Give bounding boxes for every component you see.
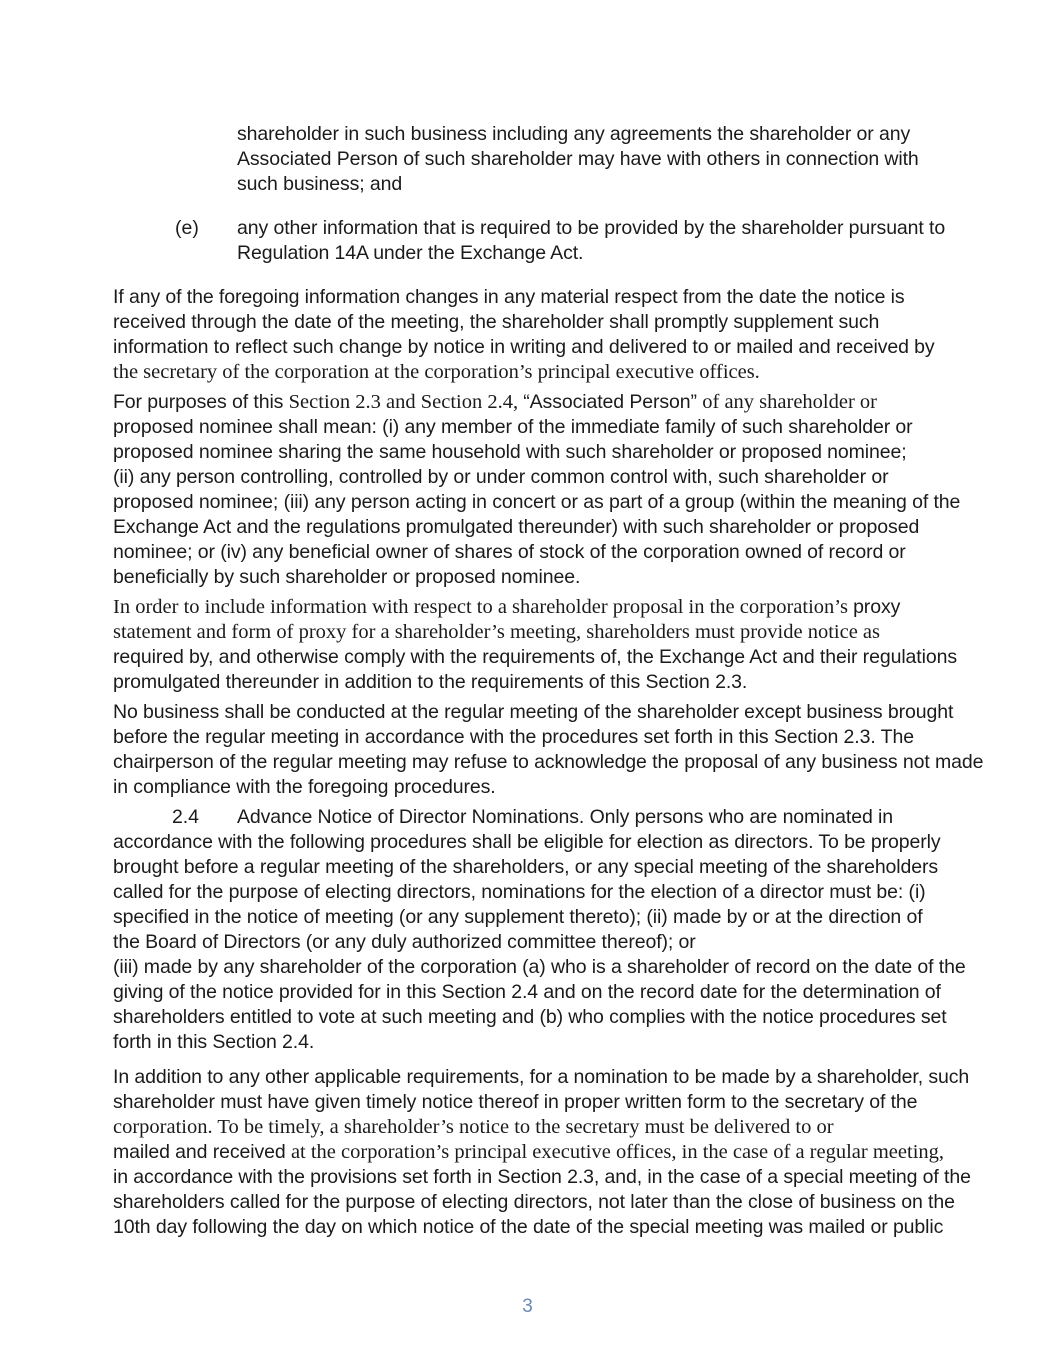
para-2-4-director-nominations bbox=[113, 805, 966, 1055]
text-segment: (ii) any person controlling, controlled by or under common control with, such shareholder or bbox=[113, 466, 889, 488]
text-segment: shareholder must have given timely notice thereof in proper written form to the secretary of the bbox=[113, 1091, 918, 1113]
text-segment: information to reflect such change by notice in writing and delivered to or mailed and received by bbox=[113, 336, 935, 358]
text-line bbox=[113, 1115, 955, 1140]
text-line bbox=[113, 805, 955, 830]
text-segment: any other information that is required to be provided by the shareholder pursuant to bbox=[237, 217, 946, 239]
text-segment: proposed nominee; (iii) any person acting in concert or as part of a group (within the meaning of the bbox=[113, 491, 961, 513]
text-segment: For purposes of this bbox=[113, 391, 289, 413]
text-line bbox=[113, 855, 955, 880]
text-line bbox=[113, 980, 955, 1005]
text-line bbox=[113, 1140, 955, 1165]
text-line bbox=[237, 172, 955, 197]
text-line bbox=[113, 440, 955, 465]
text-line bbox=[113, 1090, 955, 1115]
document-body bbox=[113, 122, 984, 1245]
text-line bbox=[113, 700, 955, 725]
text-line bbox=[113, 1190, 955, 1215]
para-associated-person-definition bbox=[113, 390, 961, 590]
list-marker: (e) bbox=[175, 217, 199, 239]
text-segment: proposed nominee shall mean: (i) any member of the immediate family of such shareholder or bbox=[113, 416, 913, 438]
text-segment: Advance Notice of Director Nominations. Only persons who are nominated in bbox=[237, 806, 894, 828]
text-segment: No business shall be conducted at the regular meeting of the shareholder except business brought bbox=[113, 701, 954, 723]
text-line bbox=[113, 1005, 955, 1030]
text-line bbox=[113, 490, 961, 515]
text-line bbox=[113, 360, 955, 385]
text-segment: forth in this Section 2.4. bbox=[113, 1031, 315, 1053]
text-line bbox=[237, 216, 955, 241]
text-segment: required by, and otherwise comply with the requirements of, the Exchange Act and their regulations bbox=[113, 646, 957, 668]
text-segment: in accordance with the provisions set forth in Section 2.3, and, in the case of a special meeting of the bbox=[113, 1166, 971, 1188]
text-segment: before the regular meeting in accordance with the procedures set forth in this Section 2.3. The bbox=[113, 726, 914, 748]
text-segment: If any of the foregoing information changes in any material respect from the date the notice is bbox=[113, 286, 905, 308]
text-segment: specified in the notice of meeting (or any supplement thereto); (ii) made by or at the direction of bbox=[113, 906, 923, 928]
text-line bbox=[113, 930, 955, 955]
text-segment: (iii) made by any shareholder of the corporation (a) who is a shareholder of record on the date of the bbox=[113, 956, 966, 978]
text-segment: In addition to any other applicable requirements, for a nomination to be made by a shareholder, such bbox=[113, 1066, 970, 1088]
text-line bbox=[113, 955, 966, 980]
text-segment: mailed and received bbox=[113, 1141, 291, 1163]
text-line bbox=[113, 515, 955, 540]
text-line bbox=[113, 565, 955, 590]
text-segment: received through the date of the meeting, the shareholder shall promptly supplement such bbox=[113, 311, 880, 333]
text-segment: “Associated Person” bbox=[523, 391, 703, 413]
text-segment: chairperson of the regular meeting may refuse to acknowledge the proposal of any business not made bbox=[113, 751, 984, 773]
section-number: 2.4 bbox=[172, 806, 199, 828]
text-segment: Section 2.3 and Section 2.4, bbox=[288, 391, 524, 413]
text-segment: such business; and bbox=[237, 173, 403, 195]
text-segment: giving of the notice provided for in this Section 2.4 and on the record date for the determination of bbox=[113, 981, 941, 1003]
text-segment: called for the purpose of electing directors, nominations for the election of a director must be: (i) bbox=[113, 881, 926, 903]
text-line bbox=[113, 775, 955, 800]
text-line bbox=[113, 1165, 971, 1190]
para-no-business bbox=[113, 700, 984, 800]
text-segment: the Board of Directors (or any duly authorized committee thereof); or bbox=[113, 931, 696, 953]
text-line bbox=[237, 241, 955, 266]
para-timely-notice bbox=[113, 1065, 971, 1240]
text-segment: of any shareholder or bbox=[702, 391, 878, 413]
text-line bbox=[113, 905, 955, 930]
text-line bbox=[113, 465, 955, 490]
text-segment: beneficially by such shareholder or proposed nominee. bbox=[113, 566, 581, 588]
text-segment: Exchange Act and the regulations promulgated thereunder) with such shareholder or proposed bbox=[113, 516, 920, 538]
text-line bbox=[113, 1215, 955, 1240]
text-segment: shareholders entitled to vote at such meeting and (b) who complies with the notice procedures set bbox=[113, 1006, 947, 1028]
text-line bbox=[113, 1030, 955, 1055]
text-line bbox=[113, 725, 955, 750]
text-segment: proxy bbox=[853, 596, 901, 618]
text-line bbox=[113, 880, 955, 905]
text-line bbox=[113, 645, 955, 670]
text-line bbox=[113, 620, 955, 645]
text-segment: nominee; or (iv) any beneficial owner of shares of stock of the corporation owned of record or bbox=[113, 541, 906, 563]
text-line bbox=[113, 285, 955, 310]
text-line bbox=[237, 147, 955, 172]
para-supplement-notice bbox=[113, 285, 955, 385]
text-segment: the secretary of the corporation at the corporation’s principal executive offices. bbox=[113, 361, 760, 383]
text-line bbox=[113, 390, 955, 415]
text-segment: 10th day following the day on which notice of the date of the special meeting was mailed or public bbox=[113, 1216, 944, 1238]
text-segment: In order to include information with respect to a shareholder proposal in the corporation’s bbox=[113, 596, 854, 618]
text-segment: in compliance with the foregoing procedures. bbox=[113, 776, 496, 798]
text-line bbox=[113, 310, 955, 335]
text-segment: accordance with the following procedures shall be eligible for election as directors. To be properly bbox=[113, 831, 941, 853]
text-segment: proposed nominee sharing the same household with such shareholder or proposed nominee; bbox=[113, 441, 907, 463]
text-line bbox=[113, 830, 955, 855]
list-item-e bbox=[113, 216, 955, 266]
page-number: 3 bbox=[522, 1296, 533, 1317]
text-segment: statement and form of proxy for a shareholder’s meeting, shareholders must provide notice as bbox=[113, 621, 881, 643]
text-segment: shareholder in such business including any agreements the shareholder or any bbox=[237, 123, 911, 145]
text-segment: brought before a regular meeting of the shareholders, or any special meeting of the shareholders bbox=[113, 856, 939, 878]
text-line bbox=[113, 540, 955, 565]
text-line bbox=[113, 750, 984, 775]
text-line bbox=[113, 670, 955, 695]
list-item-d-continuation bbox=[113, 122, 955, 197]
text-segment: Regulation 14A under the Exchange Act. bbox=[237, 242, 584, 264]
text-line bbox=[113, 415, 955, 440]
text-segment: corporation. To be timely, a shareholder’s notice to the secretary must be delivered to or bbox=[113, 1116, 834, 1138]
text-line bbox=[113, 1065, 970, 1090]
text-segment: at the corporation’s principal executive offices, in the case of a regular meeting, bbox=[290, 1141, 945, 1163]
text-line bbox=[113, 595, 955, 620]
text-line bbox=[113, 335, 955, 360]
text-segment: Associated Person of such shareholder may have with others in connection with bbox=[237, 148, 919, 170]
para-proxy-inclusion bbox=[113, 595, 955, 695]
text-segment: shareholders called for the purpose of electing directors, not later than the close of business on the bbox=[113, 1191, 955, 1213]
text-line bbox=[237, 122, 955, 147]
text-segment: promulgated thereunder in addition to the requirements of this Section 2.3. bbox=[113, 671, 748, 693]
